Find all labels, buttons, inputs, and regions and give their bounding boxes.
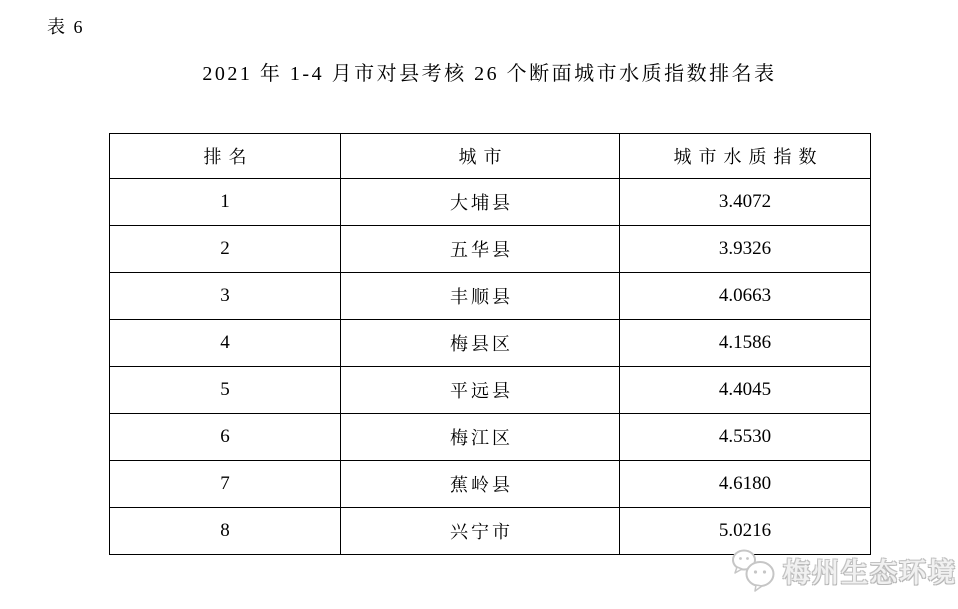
- table-row: [110, 320, 871, 367]
- column-header-index: 城市水质指数: [620, 134, 871, 179]
- water-quality-rank-table: [109, 133, 871, 555]
- table-row: [110, 461, 871, 508]
- city-cell: 丰顺县: [341, 273, 620, 320]
- table-row: [110, 273, 871, 320]
- index-cell: 4.1586: [620, 320, 871, 367]
- watermark-text: 梅州生态环境: [783, 557, 957, 588]
- index-cell: 4.4045: [620, 367, 871, 414]
- table-header-row: [110, 134, 871, 179]
- index-cell: 3.9326: [620, 226, 871, 273]
- column-header-city: 城市: [341, 134, 620, 179]
- rank-cell: 4: [110, 320, 341, 367]
- rank-cell: 2: [110, 226, 341, 273]
- rank-cell: 3: [110, 273, 341, 320]
- page-title: 2021 年 1-4 月市对县考核 26 个断面城市水质指数排名表: [202, 63, 777, 85]
- table-row: [110, 367, 871, 414]
- index-cell: 4.0663: [620, 273, 871, 320]
- index-cell: 5.0216: [620, 508, 871, 555]
- city-cell: 平远县: [341, 367, 620, 414]
- index-cell: 3.4072: [620, 179, 871, 226]
- city-cell: 大埔县: [341, 179, 620, 226]
- table-row: [110, 179, 871, 226]
- city-cell: 梅江区: [341, 414, 620, 461]
- city-cell: 兴宁市: [341, 508, 620, 555]
- rank-cell: 1: [110, 179, 341, 226]
- table-row: [110, 226, 871, 273]
- column-header-rank: 排名: [110, 134, 341, 179]
- rank-cell: 7: [110, 461, 341, 508]
- city-cell: 五华县: [341, 226, 620, 273]
- index-cell: 4.6180: [620, 461, 871, 508]
- wechat-icon: [731, 548, 777, 592]
- city-cell: 梅县区: [341, 320, 620, 367]
- index-cell: 4.5530: [620, 414, 871, 461]
- table-row: [110, 414, 871, 461]
- rank-cell: 6: [110, 414, 341, 461]
- rank-cell: 5: [110, 367, 341, 414]
- watermark: [731, 548, 957, 592]
- table-number-label: 表 6: [47, 17, 85, 37]
- city-cell: 蕉岭县: [341, 461, 620, 508]
- rank-cell: 8: [110, 508, 341, 555]
